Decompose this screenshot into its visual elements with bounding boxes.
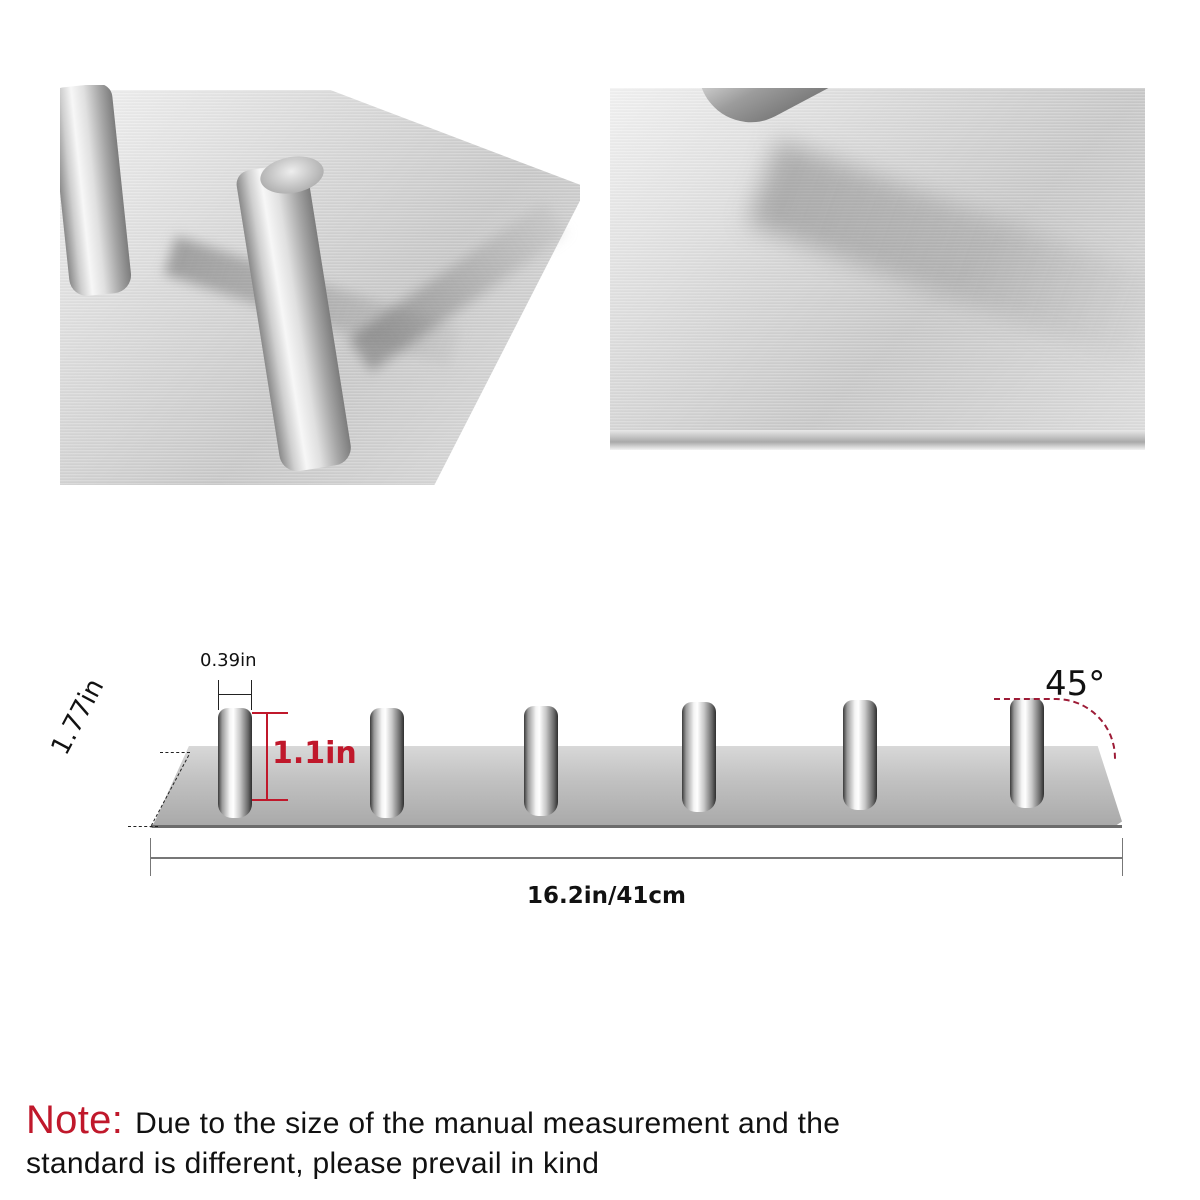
product-photo-closeup: [610, 88, 1145, 450]
measurement-note: [26, 1100, 1186, 1184]
depth-tick-top: [160, 752, 190, 753]
hook-peg-1: [218, 708, 252, 818]
note-text-1: Due to the size of the manual measurement and the: [135, 1107, 841, 1140]
height-tick-bottom: [252, 799, 288, 801]
hook-peg-4: [682, 702, 716, 812]
height-line: [266, 712, 268, 801]
note-label: Note:: [26, 1098, 124, 1142]
note-text-2: standard is different, please prevail in kind: [26, 1147, 600, 1180]
dimension-diagram: [0, 640, 1200, 920]
plate-edge: [610, 430, 1145, 450]
length-label: 16.2in/41cm: [527, 883, 687, 909]
hook-peg-3: [524, 706, 558, 816]
diameter-tick-right: [251, 680, 252, 710]
length-line: [150, 857, 1122, 859]
diameter-label: 0.39in: [200, 650, 257, 671]
diameter-line: [218, 694, 251, 695]
diameter-tick-left: [218, 680, 219, 710]
height-tick-top: [252, 712, 288, 714]
angle-label: 45°: [1045, 664, 1106, 704]
length-tick-right: [1122, 838, 1123, 876]
depth-label: 1.77in: [45, 673, 111, 760]
height-label: 1.1in: [272, 736, 357, 771]
note-line-1: [26, 1100, 1186, 1144]
depth-tick-bottom: [128, 826, 158, 828]
hook-peg-2: [370, 708, 404, 818]
product-photo-pegs: [60, 85, 580, 490]
plate-bottom-edge: [152, 825, 1122, 828]
hook-peg-5: [843, 700, 877, 810]
